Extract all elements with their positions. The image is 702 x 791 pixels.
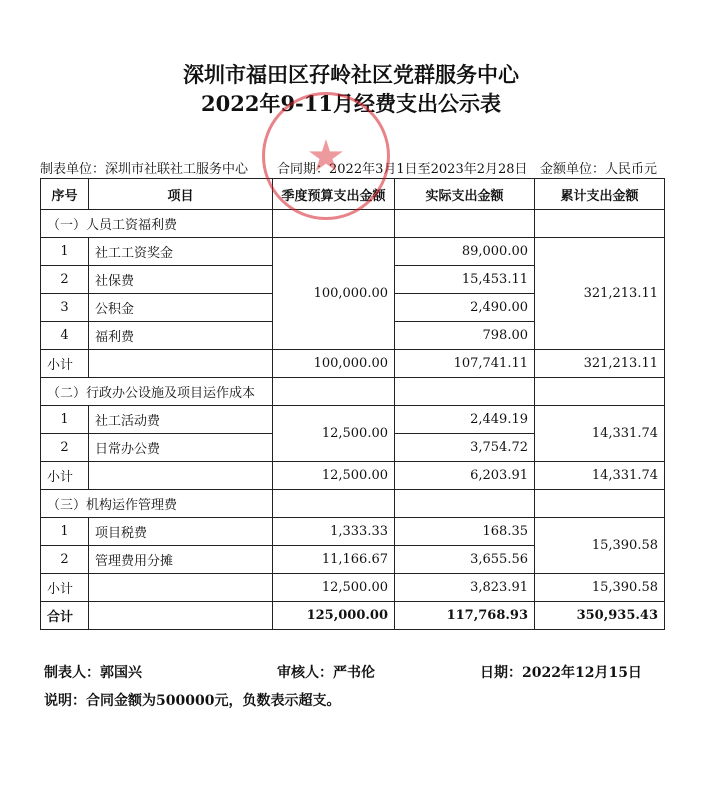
total-row [41, 602, 665, 630]
row-cumulative: 321,213.11 [535, 238, 665, 350]
subtotal-label: 小计 [41, 574, 89, 602]
header-item: 项目 [89, 179, 273, 210]
row-no: 2 [41, 546, 89, 574]
currency-label: 金额单位：人民币元 [540, 162, 658, 177]
row-item: 管理费用分摊 [89, 546, 273, 574]
table-row [41, 406, 665, 434]
total-cumulative: 350,935.43 [535, 602, 665, 630]
row-budget: 100,000.00 [273, 238, 395, 350]
section-title: （三）机构运作管理费 [41, 490, 273, 518]
header-budget: 季度预算支出金额 [273, 179, 395, 210]
row-budget: 12,500.00 [273, 406, 395, 462]
row-no: 3 [41, 294, 89, 322]
row-cumulative: 15,390.58 [535, 518, 665, 574]
row-actual: 3,754.72 [395, 434, 535, 462]
subtotal-cumulative: 15,390.58 [535, 574, 665, 602]
row-budget: 1,333.33 [273, 518, 395, 546]
section-title: （一）人员工资福利费 [41, 210, 273, 238]
row-item: 社工工资奖金 [89, 238, 273, 266]
subtotal-label: 小计 [41, 350, 89, 378]
reviewer-label: 审核人：严书伦 [277, 665, 375, 681]
header-no: 序号 [41, 179, 89, 210]
expense-table [40, 178, 665, 630]
page-subtitle: 2022年9-11月经费支出公示表 [201, 91, 501, 116]
section-title-row [41, 378, 665, 406]
table-row [41, 518, 665, 546]
row-actual: 2,449.19 [395, 406, 535, 434]
row-cumulative: 14,331.74 [535, 406, 665, 462]
row-item: 日常办公费 [89, 434, 273, 462]
contract-period-label: 合同期：2022年3月1日至2023年2月28日 [277, 162, 528, 177]
header-actual: 实际支出金额 [395, 179, 535, 210]
row-budget: 11,166.67 [273, 546, 395, 574]
subtotal-row [41, 350, 665, 378]
subtotal-actual: 3,823.91 [395, 574, 535, 602]
header-cumulative: 累计支出金额 [535, 179, 665, 210]
total-budget: 125,000.00 [273, 602, 395, 630]
row-no: 2 [41, 266, 89, 294]
subtotal-row [41, 462, 665, 490]
row-no: 1 [41, 518, 89, 546]
section-title-row [41, 490, 665, 518]
table-header-row [41, 179, 665, 210]
subtotal-budget: 100,000.00 [273, 350, 395, 378]
note-label: 说明：合同金额为500000元，负数表示超支。 [44, 693, 341, 709]
section-title: （二）行政办公设施及项目运作成本 [41, 378, 273, 406]
row-actual: 3,655.56 [395, 546, 535, 574]
row-actual: 15,453.11 [395, 266, 535, 294]
row-actual: 168.35 [395, 518, 535, 546]
row-no: 1 [41, 406, 89, 434]
row-no: 2 [41, 434, 89, 462]
row-actual: 89,000.00 [395, 238, 535, 266]
star-icon: ★ [306, 131, 346, 182]
total-actual: 117,768.93 [395, 602, 535, 630]
row-item: 社工活动费 [89, 406, 273, 434]
row-item: 公积金 [89, 294, 273, 322]
row-actual: 2,490.00 [395, 294, 535, 322]
row-no: 4 [41, 322, 89, 350]
row-no: 1 [41, 238, 89, 266]
table-row [41, 238, 665, 266]
subtotal-budget: 12,500.00 [273, 462, 395, 490]
preparer-label: 制表人：郭国兴 [44, 665, 142, 681]
row-item: 福利费 [89, 322, 273, 350]
row-item: 社保费 [89, 266, 273, 294]
subtotal-actual: 6,203.91 [395, 462, 535, 490]
row-actual: 798.00 [395, 322, 535, 350]
subtotal-actual: 107,741.11 [395, 350, 535, 378]
unit-label: 制表单位：深圳市社联社工服务中心 [40, 162, 249, 177]
subtotal-cumulative: 321,213.11 [535, 350, 665, 378]
subtotal-row [41, 574, 665, 602]
row-item: 项目税费 [89, 518, 273, 546]
subtotal-budget: 12,500.00 [273, 574, 395, 602]
section-title-row [41, 210, 665, 238]
page-title: 深圳市福田区孖岭社区党群服务中心 [183, 62, 519, 87]
date-label: 日期：2022年12月15日 [480, 665, 642, 681]
total-label: 合计 [41, 602, 89, 630]
subtotal-cumulative: 14,331.74 [535, 462, 665, 490]
subtotal-label: 小计 [41, 462, 89, 490]
